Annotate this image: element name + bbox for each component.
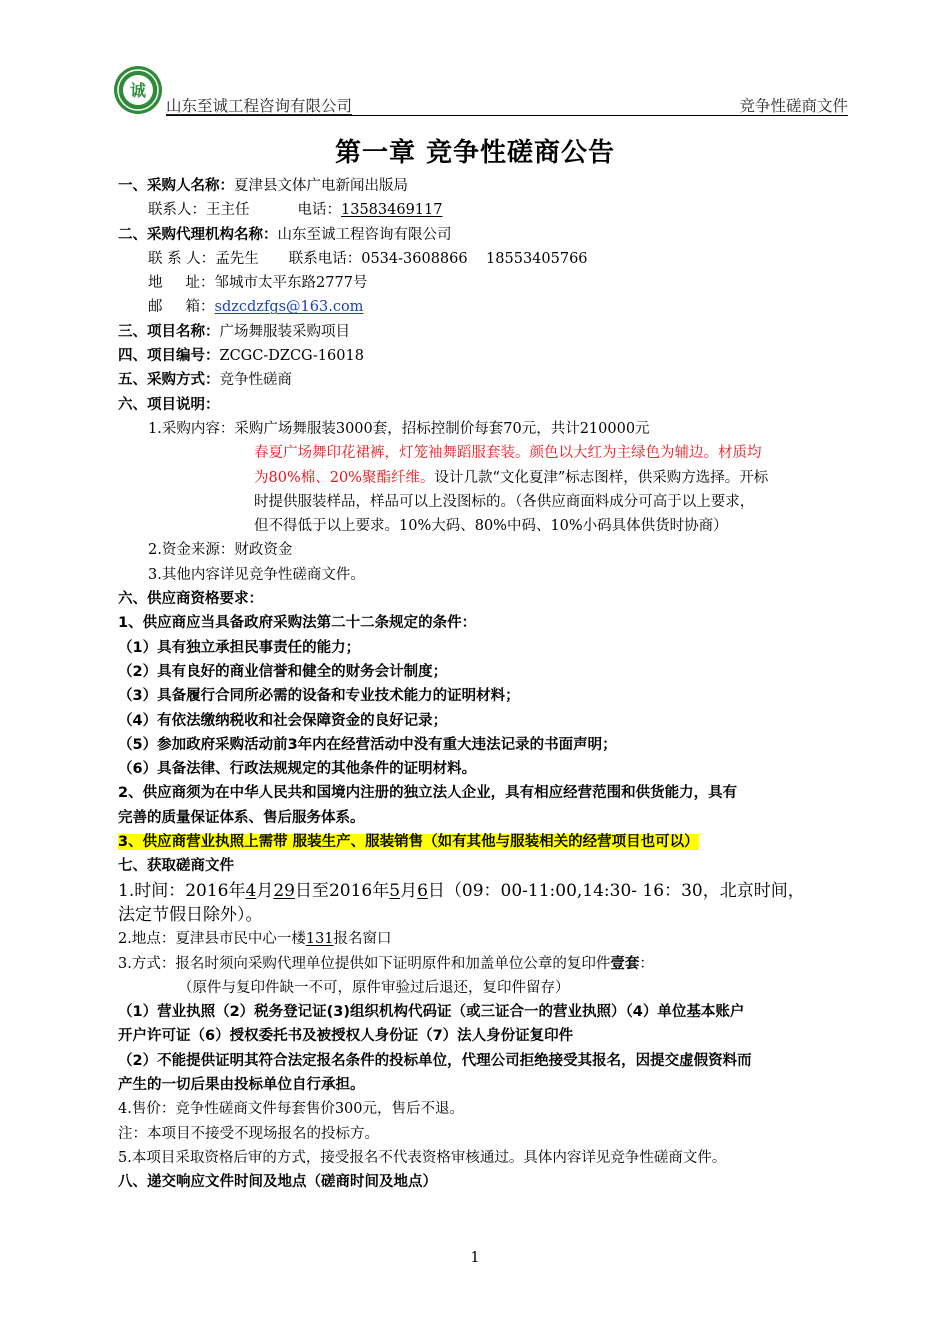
- obtain-time-line-2: 法定节假日除外）。: [118, 904, 263, 925]
- agency-email-line: 邮 箱：sdzcdzfgs@163.com: [148, 299, 364, 316]
- obtain-docs-heading: 七、获取磋商文件: [118, 858, 234, 875]
- procurement-method-line: 五、采购方式：竞争性磋商: [118, 372, 292, 389]
- qualification-3: 3、供应商营业执照上需带 服装生产、服装销售（如有其他与服装相关的经营项目也可以）: [118, 834, 699, 851]
- purchaser-contact-line: 联系人：王主任 电话：13583469117: [148, 202, 443, 219]
- company-logo-icon: [112, 64, 164, 116]
- project-number-line: 四、项目编号：ZCGC-DZCG-16018: [118, 348, 364, 365]
- agency-email-link[interactable]: sdzcdzfgs@163.com: [214, 299, 364, 316]
- obtain-time-line: 1.时间：2016年4月29日至2016年5月6日（09：00-11:00,14:30- 16：30，北京时间，: [118, 880, 805, 901]
- agency-line: 二、采购代理机构名称：山东至诚工程咨询有限公司: [118, 226, 452, 243]
- svg-text:诚: 诚: [129, 81, 147, 100]
- submission-heading: 八、递交响应文件时间及地点（磋商时间及地点）: [118, 1174, 437, 1191]
- note-line: 注：本项目不接受不现场报名的投标方。: [118, 1125, 379, 1142]
- qualification-1c: （3）具备履行合同所必需的设备和专业技术能力的证明材料；: [118, 688, 520, 705]
- qualification-1f: （6）具备法律、行政法规规定的其他条件的证明材料。: [118, 761, 477, 778]
- warning-line-1: （2）不能提供证明其符合法定报名条件的投标单位，代理公司拒绝接受其报名，因提交虚假资料而: [118, 1052, 752, 1069]
- spec-line-3: 时提供服装样品，样品可以上没图标的。（各供应商面料成分可高于以上要求，: [254, 493, 755, 510]
- qualification-1b: （2）具有良好的商业信誉和健全的财务会计制度；: [118, 663, 448, 680]
- purchaser-line: 一、采购人名称：夏津县文体广电新闻出版局: [118, 178, 408, 194]
- page-header: [112, 60, 848, 114]
- header-doc-type: 竞争性磋商文件: [739, 97, 848, 115]
- agency-contact-line: 联 系 人：孟先生 联系电话：0534-3608866 18553405766: [148, 250, 588, 267]
- project-desc-heading: 六、项目说明：: [118, 396, 220, 413]
- project-name-line: 三、项目名称：广场舞服装采购项目: [118, 323, 350, 340]
- required-docs-1: （1）营业执照（2）税务登记证(3)组织机构代码证（或三证合一的营业执照）（4）单位基本账户: [118, 1004, 745, 1021]
- qualification-1e: （5）参加政府采购活动前3年内在经营活动中没有重大违法记录的书面声明；: [118, 736, 617, 753]
- price-line: 4.售价：竞争性磋商文件每套售价300元，售后不退。: [118, 1101, 465, 1118]
- review-line: 5.本项目采取资格后审的方式，接受报名不代表资格审核通过。具体内容详见竞争性磋商文件。: [118, 1149, 727, 1166]
- obtain-method-line: 3.方式：报名时须向采购代理单位提供如下证明原件和加盖单位公章的复印件壹套：: [118, 955, 654, 972]
- obtain-method-note: （原件与复印件缺一不可，原件审验过后退还，复印件留存）: [178, 979, 570, 996]
- header-company: 山东至诚工程咨询有限公司: [166, 97, 353, 115]
- qualification-2b: 完善的质量保证体系、售后服务体系。: [118, 809, 365, 826]
- agency-address-line: 地 址：邹城市太平东路2777号: [148, 275, 368, 292]
- qualification-1d: （4）有依法缴纳税收和社会保障资金的良好记录；: [118, 712, 448, 729]
- qualification-1: 1、供应商应当具备政府采购法第二十二条规定的条件：: [118, 615, 477, 632]
- qualification-heading: 六、供应商资格要求：: [118, 591, 263, 608]
- spec-red-line: 春夏广场舞印花裙裤，灯笼袖舞蹈服套装。颜色以大红为主绿色为辅边。材质均: [254, 445, 762, 462]
- required-docs-2: 开户许可证（6）授权委托书及被授权人身份证（7）法人身份证复印件: [118, 1028, 574, 1045]
- fund-source-line: 2.资金来源：财政资金: [148, 542, 293, 559]
- obtain-place-line: 2.地点：夏津县市民中心一楼131报名窗口: [118, 931, 392, 948]
- qualification-2a: 2、供应商须为在中华人民共和国境内注册的独立法人企业，具有相应经营范围和供货能力，具有: [118, 785, 738, 802]
- other-content-line: 3.其他内容详见竞争性磋商文件。: [148, 566, 365, 583]
- spec-line-2: 为80%棉、20%聚酯纤维。设计几款“文化夏津”标志图样，供采购方选择。开标: [254, 469, 769, 486]
- page-number: 1: [470, 1250, 480, 1266]
- header-rule: [166, 115, 848, 116]
- document-body: [118, 174, 858, 1194]
- procurement-content-line: 1.采购内容：采购广场舞服装3000套，招标控制价每套70元，共计210000元: [148, 420, 650, 437]
- warning-line-2: 产生的一切后果由投标单位自行承担。: [118, 1076, 365, 1093]
- qualification-1a: （1）具有独立承担民事责任的能力；: [118, 639, 361, 656]
- chapter-title: 第一章 竞争性磋商公告: [334, 138, 616, 168]
- spec-line-4: 但不得低于以上要求。10%大码、80%中码、10%小码具体供货时协商）: [254, 518, 728, 535]
